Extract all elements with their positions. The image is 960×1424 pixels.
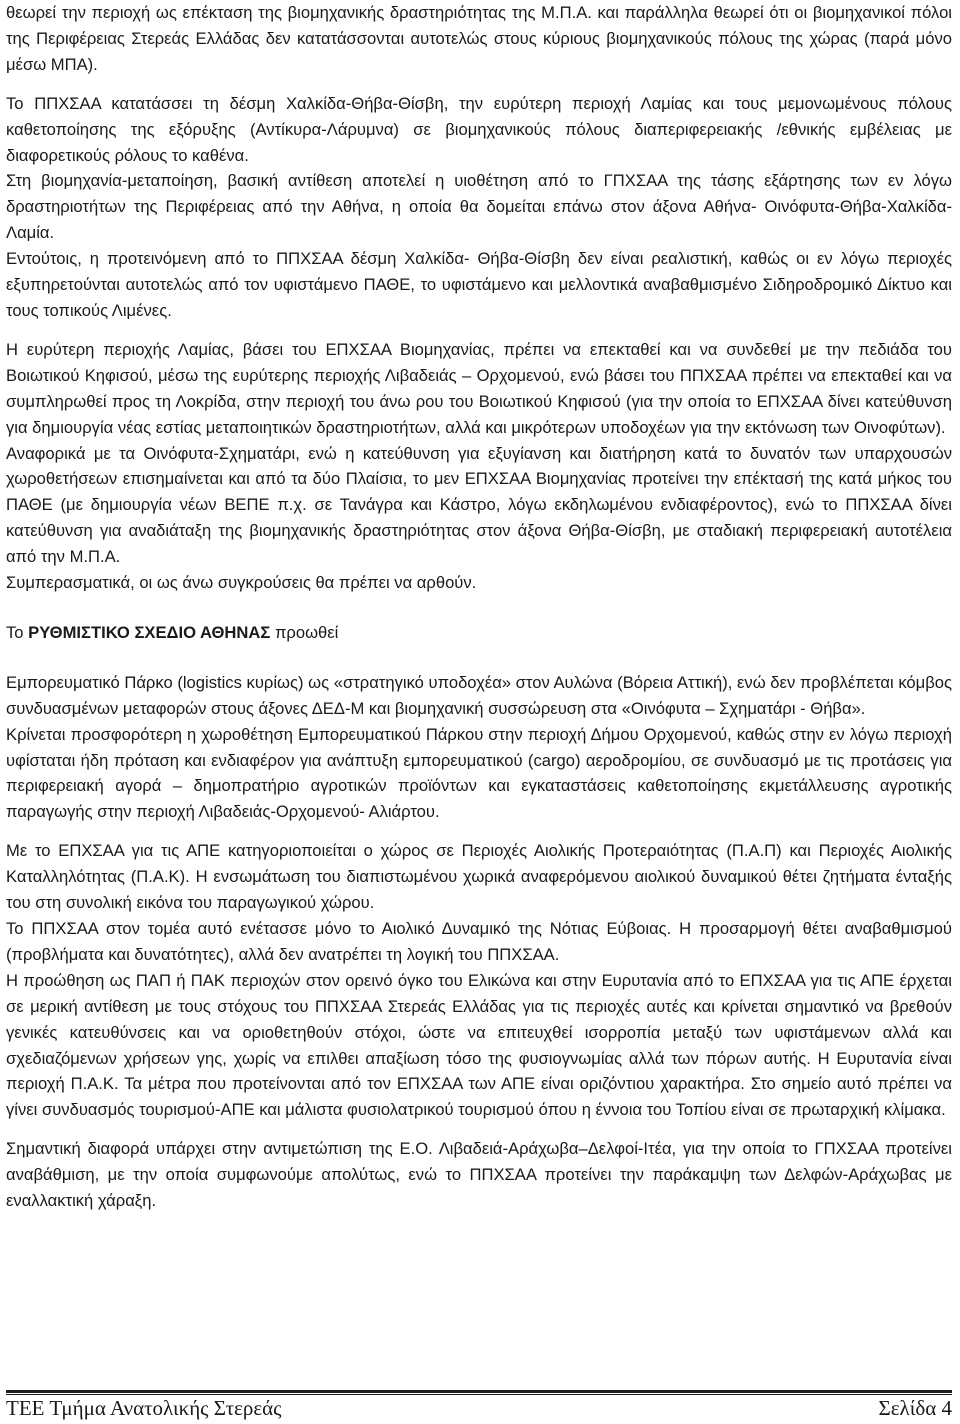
document-body <box>6 0 952 1214</box>
paragraph: θεωρεί την περιοχή ως επέκταση της βιομηχανικής δραστηριότητας της Μ.Π.Α. και παράλληλα θεωρεί ότι οι βιομηχανικοί πόλοι της Περιφέρειας Στερεάς Ελλάδας δεν κατατάσσονται αυτοτελώς στους κύριους βιομηχανικούς πόλους της χώρας (παρά μόνο μέσω ΜΠΑ). <box>6 3 952 74</box>
plan-title: ΡΥΘΜΙΣΤΙΚΟ ΣΧΕΔΙΟ ΑΘΗΝΑΣ <box>28 622 271 642</box>
paragraph: Το ΠΠΧΣΑΑ κατατάσσει τη δέσμη Χαλκίδα-Θήβα-Θίσβη, την ευρύτερη περιοχή Λαμίας και τους μεμονωμένους πόλους καθετοποίησης της εξόρυξης (Αντίκυρα-Λάρυμνα) σε βιομηχανικούς πόλους διαπεριφερειακής /εθνικής εμβέλειας με διαφορετικούς ρόλους το καθένα. <box>6 93 952 165</box>
paragraph: Κρίνεται προσφορότερη η χωροθέτηση Εμπορευματικού Πάρκου στην περιοχή Δήμου Ορχομενού, καθώς στην εν λόγω περιοχή υφίσταται ήδη πρόταση και ενδιαφέρον για ανάπτυξη εμπορευματικού (cargo) αεροδρομίου, σε συνδυασμό με τις προτάσεις για περιφερειακή αγορά – δημοπρατήριο αγροτικών προϊόντων και εγκαταστάσεις καθετοποίησης εκμετάλλευσης αγροτικής παραγωγής στην περιοχή Λιβαδειάς-Ορχομενού- Αλιάρτου. <box>6 724 952 822</box>
paragraph: Συμπερασματικά, οι ως άνω συγκρούσεις θα πρέπει να αρθούν. <box>6 573 477 593</box>
paragraph: Αναφορικά με τα Οινόφυτα-Σχηματάρι, ενώ η κατεύθυνση για εξυγίανση και διατήρηση κατά το δυνατόν των υπαρχουσών χωροθετήσεων επισημαίνεται και από τα δύο Πλαίσια, το μεν ΕΠΧΣΑΑ Βιομηχανίας προτείνει την επέκτασή της κατά μήκος του ΠΑΘΕ (με δημιουργία νέων ΒΕΠΕ π.χ. σε Τανάγρα και Κάστρο, λόγω εκδηλωμένου ενδιαφέροντος), ενώ το ΠΠΧΣΑΑ δίνει κατεύθυνση για αναδιάταξη της βιομηχανικής δραστηριότητας στον άξονα Θήβα-Θίσβη, με σταδιακή περιφερειακή αυτοτέλεια από την Μ.Π.Α. <box>6 443 952 567</box>
paragraph: Με το ΕΠΧΣΑΑ για τις ΑΠΕ κατηγοριοποιείται ο χώρος σε Περιοχές Αιολικής Προτεραιότητας (Π.Α.Π) και Περιοχές Αιολικής Καταλληλότητας (Π.Α.Κ). Η ενσωμάτωση του διαπιστωμένου χωρικά αναφερόμενου αιολικού δυναμικού θέτει ζητήματα ένταξής του στη συνολική εικόνα του παραγωγικού χώρου. <box>6 841 952 913</box>
paragraph: Εντούτοις, η προτεινόμενη από το ΠΠΧΣΑΑ δέσμη Χαλκίδα- Θήβα-Θίσβη δεν είναι ρεαλιστική, καθώς οι εν λόγω περιοχές εξυπηρετούνται αυτοτελώς από τον υφιστάμενο ΠΑΘΕ, το υφιστάμενο και μελλοντικά αναβαθμισμένο Σιδηροδρομικό Δίκτυο και τους τοπικούς Λιμένες. <box>6 249 952 320</box>
footer-divider <box>6 1390 952 1393</box>
paragraph: Εμπορευματικό Πάρκο (logistics κυρίως) ως «στρατηγικό υποδοχέα» στον Αυλώνα (Βόρεια Αττική), ενώ δεν προβλέπεται κόμβος συνδυασμένων μεταφορών στους άξονες ΔΕΔ-Μ και βιομηχανική συσσώρευση στα «Οινόφυτα – Σχηματάρι - Θήβα». <box>6 672 952 718</box>
paragraph: Η προώθηση ως ΠΑΠ ή ΠΑΚ περιοχών στον ορεινό όγκο του Ελικώνα και στην Ευρυτανία από το ΕΠΧΣΑΑ για τις ΑΠΕ έρχεται σε μερική αντίθεση με τους στόχους του ΠΠΧΣΑΑ Στερεάς Ελλάδας για τις περιοχές αυτές και κρίνεται σημαντικό να βρεθούν γενικές κατευθύνσεις και να οριοθετηθούν στόχοι, ώστε να επιτευχθεί ισορροπία μεταξύ των υφιστάμενων αλλά και σχεδιαζόμενων χρήσεων γης, χωρίς να επιλθει απαξίωση τόσο της φυσιογνωμίας αλλά των πόρων αυτής. Η Ευρυτανία είναι περιοχή Π.Α.Κ. Τα μέτρα που προτείνονται από τον ΕΠΧΣΑΑ των ΑΠΕ είναι οριζόντιου χαρακτήρα. Στο σημείο αυτό πρέπει να γίνει συνδυασμός τουρισμού-ΑΠΕ και μάλιστα φυσιολατρικού τουρισμού όπου η έννοια του Τοπίου είναι σε πρωταρχική κλίμακα. <box>6 970 952 1120</box>
intro-suffix: προωθεί <box>270 622 339 642</box>
paragraph: Το ΠΠΧΣΑΑ στον τομέα αυτό ενέτασσε μόνο το Αιολικό Δυναμικό της Νότιας Εύβοιας. Η προσαρμογή θέτει αναβαθμισμού (προβλήματα και δυνατότητες), αλλά δεν ανατρέπει τη λογική του ΠΠΧΣΑΑ. <box>6 919 952 964</box>
section-intro <box>6 620 952 646</box>
page-number: Σελίδα 4 <box>878 1396 952 1420</box>
paragraph: Στη βιομηχανία-μεταποίηση, βασική αντίθεση αποτελεί η υιοθέτηση από το ΓΠΧΣΑΑ της τάσης εξάρτησης των εν λόγω δραστηριοτήτων της Περιφέρειας από την Αθήνα, η οποία θα δομείται επάνω στον άξονα Αθήνα- Οινόφυτα-Θήβα-Χαλκίδα-Λαμία. <box>6 171 952 243</box>
footer-organization: ΤΕΕ Τμήμα Ανατολικής Στερεάς <box>6 1396 282 1420</box>
paragraph: Σημαντική διαφορά υπάρχει στην αντιμετώπιση της Ε.Ο. Λιβαδειά-Αράχωβα–Δελφοί-Ιτέα, για την οποία το ΓΠΧΣΑΑ προτείνει αναβάθμιση, με την οποία συμφωνούμε απολύτως, ενώ το ΠΠΧΣΑΑ προτείνει την παράκαμψη των Δελφών-Αράχωβας με εναλλακτική χάραξη. <box>6 1139 952 1211</box>
intro-prefix: Το <box>6 622 29 642</box>
paragraph: Η ευρύτερη περιοχής Λαμίας, βάσει του ΕΠΧΣΑΑ Βιομηχανίας, πρέπει να επεκταθεί και να συνδεθεί με την πεδιάδα του Βοιωτικού Κηφισού, μέσω της ευρύτερης περιοχής Λιβαδειάς – Ορχομενού, ενώ βάσει του ΠΠΧΣΑΑ πρέπει να επεκταθεί και να συμπληρωθεί προς τη Λοκρίδα, στην περιοχή του άνω ρου του Βοιωτικού Κηφισού (για την οποία το ΕΠΧΣΑΑ δίνει κατεύθυνση για δημιουργία νέας εστίας μεταποιητικών δραστηριοτήτων, αλλά και μικρότερων υποδοχέων για την εκτόνωση των Οινοφύτων). <box>6 339 952 437</box>
page-footer <box>6 1396 952 1421</box>
